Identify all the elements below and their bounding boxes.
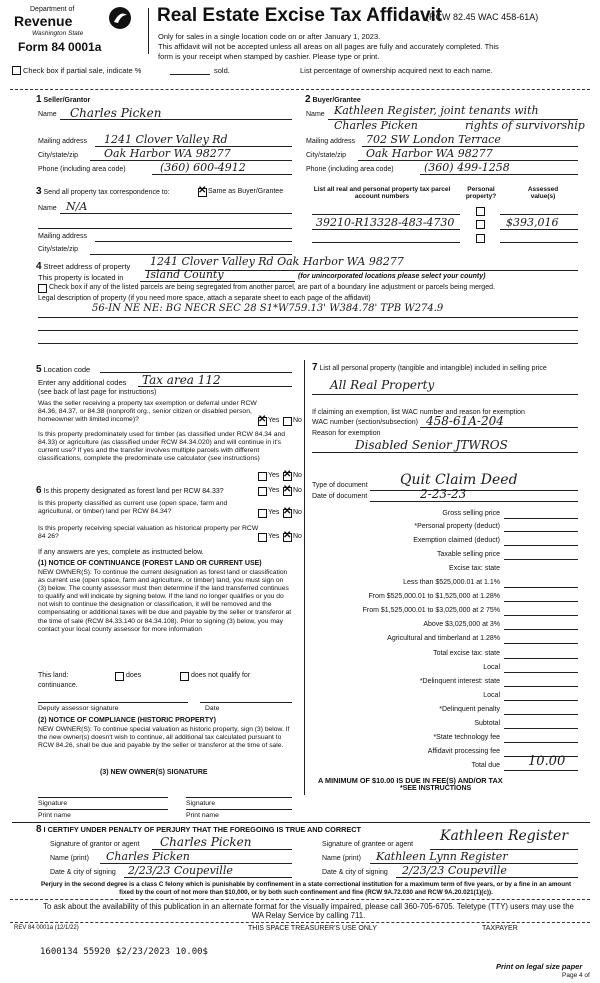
- doc-type-value[interactable]: Quit Claim Deed: [400, 472, 518, 488]
- tax-line: Subtotal: [474, 720, 500, 727]
- grantor-sig-label: Signature of grantor or agent: [50, 841, 140, 848]
- owner-signature-label-2: Signature: [186, 800, 216, 807]
- does-not-qualify-checkbox[interactable]: [180, 672, 189, 681]
- reason-label: Reason for exemption: [312, 430, 381, 437]
- reason-value[interactable]: Disabled Senior JTWROS: [355, 438, 508, 452]
- continuance-title: (1) NOTICE OF CONTINUANCE (FOREST LAND OR CURRENT USE): [38, 560, 262, 567]
- grantor-date-label: Date & city of signing: [50, 869, 116, 876]
- buyer-phone-label: Phone (including area code): [306, 166, 394, 173]
- seller-city-value[interactable]: Oak Harbor WA 98277: [104, 147, 231, 160]
- tax-line: Agricultural and timberland at 1.28%: [387, 635, 500, 642]
- dept-line1: Department of: [30, 6, 75, 13]
- parcel-col-header: List all real and personal property tax parcel account numbers: [313, 186, 451, 200]
- see-instructions-note: *SEE INSTRUCTIONS: [400, 785, 472, 792]
- tax-line: Excise tax: state: [449, 565, 500, 572]
- deputy-date-label: Date: [205, 705, 220, 712]
- treasurer-use: THIS SPACE TREASURER'S USE ONLY: [248, 925, 377, 932]
- sec3-name-label: Name: [38, 205, 57, 212]
- continuance-label: continuance.: [38, 682, 78, 689]
- receipt-stamp: 1600134 55920 $2/23/2023 10.00$: [40, 947, 208, 957]
- buyer-name-label: Name: [306, 111, 325, 118]
- buyer-mailing-label: Mailing address: [306, 138, 356, 145]
- forest-no-checkbox[interactable]: [283, 487, 292, 496]
- legal-label: Legal description of property (if you need more space, attach a separate sheet to each page of the affidavit): [38, 295, 371, 302]
- notice-3: form is your receipt when stamped by cashier. Please type or print.: [158, 52, 380, 61]
- sec3-city-label: City/state/zip: [38, 246, 79, 253]
- seller-heading: 1 Seller/Grantor: [36, 94, 91, 105]
- grantee-name-label: Name (print): [322, 855, 361, 862]
- historic-yes-checkbox[interactable]: [258, 533, 267, 542]
- taxpayer-label: TAXPAYER: [482, 925, 518, 932]
- doc-date-label: Date of document: [312, 493, 368, 500]
- this-land-label: This land:: [38, 672, 69, 679]
- current-use-yes-label: Yes: [268, 509, 280, 516]
- segregated-label: Check box if any of the listed parcels are being segregated from another parcel, are part of a boundary line adjustment or parcels being merged.: [49, 284, 495, 291]
- same-as-buyer-label: Same as Buyer/Grantee: [208, 188, 284, 195]
- exemption-yes-label: Yes: [268, 417, 280, 424]
- timber-no-label: No: [293, 472, 302, 479]
- historic-question: Is this property receiving special valuation as historical property per RCW 84 26?: [38, 525, 259, 540]
- forest-yes-label: Yes: [268, 487, 280, 494]
- buyer-city-label: City/state/zip: [306, 152, 347, 159]
- exemption-yes-checkbox[interactable]: [258, 417, 267, 426]
- timber-yes-checkbox[interactable]: [258, 472, 267, 481]
- timber-yes-label: Yes: [268, 472, 280, 479]
- list-pct-label: List percentage of ownership acquired next to each name.: [300, 66, 493, 75]
- tax-line: From $1,525,000.01 to $3,025,000 at 2 75%: [362, 607, 500, 614]
- tax-line: Taxable selling price: [436, 551, 500, 558]
- form-rcw: (RCW 82.45 WAC 458-61A): [426, 12, 539, 22]
- does-label: does: [126, 672, 142, 679]
- owner-signature-label-1: Signature: [38, 800, 68, 807]
- tax-line: *Delinquent penalty: [439, 706, 500, 713]
- personal-property-value[interactable]: All Real Property: [330, 378, 435, 392]
- assessed-value[interactable]: $393,016: [506, 216, 559, 229]
- sec3-send-label: 3 Send all property tax correspondence to:: [36, 186, 170, 197]
- addl-codes-value[interactable]: Tax area 112: [142, 373, 221, 387]
- deputy-sig-label: Deputy assessor signature: [38, 705, 119, 712]
- parcel-number[interactable]: 39210-R13328-483-4730: [316, 216, 455, 229]
- addl-codes-label: Enter any additional codes: [38, 378, 127, 387]
- forest-no-label: No: [293, 487, 302, 494]
- sold-label: sold.: [214, 66, 230, 75]
- current-use-yes-checkbox[interactable]: [258, 509, 267, 518]
- forest-yes-checkbox[interactable]: [258, 487, 267, 496]
- sec3-mailing-label: Mailing address: [38, 233, 88, 240]
- dept-line2: Revenue: [14, 13, 73, 29]
- does-qualify-checkbox[interactable]: [115, 672, 124, 681]
- tax-line: Local: [483, 664, 500, 671]
- certify-statement: 8 I CERTIFY UNDER PENALTY OF PERJURY THAT THE FOREGOING IS TRUE AND CORRECT: [36, 824, 361, 835]
- personal-property-label: 7 List all personal property (tangible and intangible) included in selling price: [312, 362, 547, 373]
- buyer-name-value[interactable]: Kathleen Register, joint tenants with: [334, 104, 539, 117]
- personal-property-checkbox-1[interactable]: [476, 207, 485, 216]
- tax-line: Local: [483, 692, 500, 699]
- tax-line: Total excise tax: state: [433, 650, 500, 657]
- grantee-date-city[interactable]: 2/23/23 Coupeville: [402, 864, 507, 877]
- exemption-no-label: No: [293, 417, 302, 424]
- grantor-date-city[interactable]: 2/23/23 Coupeville: [128, 864, 233, 877]
- tax-line: From $525,000.01 to $1,525,000 at 1.28%: [368, 593, 500, 600]
- wac-value[interactable]: 458-61A-204: [426, 414, 504, 428]
- tax-line: Total due: [471, 762, 500, 769]
- buyer-phone-value[interactable]: (360) 499-1258: [424, 161, 510, 174]
- partial-sale-checkbox[interactable]: [12, 66, 21, 75]
- does-not-label: does not qualify for: [191, 672, 251, 679]
- notice-2: This affidavit will not be accepted unless all areas on all pages are fully and accurately completed. This: [158, 42, 499, 51]
- current-use-question: Is this property classified as current use (open space, farm and agricultural, or timber) land per RCW 84.34?: [38, 500, 228, 515]
- buyer-name-value-2[interactable]: Charles Picken: [334, 119, 418, 132]
- owner-print-label-2: Print name: [186, 812, 219, 819]
- historic-yes-label: Yes: [268, 533, 280, 540]
- doc-date-value[interactable]: 2-23-23: [420, 487, 467, 501]
- tax-line: Less than $525,000.01 at 1.1%: [403, 579, 500, 586]
- buyer-mailing-value[interactable]: 702 SW London Terrace: [366, 133, 501, 146]
- print-legal-note: Print on legal size paper: [496, 962, 583, 971]
- tax-line: *State technology fee: [433, 734, 500, 741]
- seller-phone-label: Phone (including area code): [38, 166, 126, 173]
- street-value[interactable]: 1241 Clover Valley Rd Oak Harbor WA 98277: [150, 255, 404, 268]
- tax-line: *Delinquent interest: state: [419, 678, 500, 685]
- grantee-signature[interactable]: Kathleen Register: [440, 828, 569, 844]
- tax-line: Affidavit processing fee: [427, 748, 500, 755]
- buyer-city-value[interactable]: Oak Harbor WA 98277: [366, 147, 493, 160]
- seller-name-value[interactable]: Charles Picken: [70, 106, 162, 120]
- grantor-signature[interactable]: Charles Picken: [160, 835, 252, 849]
- form-title: Real Estate Excise Tax Affidavit: [157, 5, 443, 26]
- grantor-name-label: Name (print): [50, 855, 89, 862]
- partial-sale-label: Check box if partial sale, indicate %: [23, 66, 142, 75]
- seller-mailing-label: Mailing address: [38, 138, 88, 145]
- seller-name-label: Name: [38, 111, 57, 118]
- historic-no-label: No: [293, 533, 302, 540]
- exemption-no-checkbox[interactable]: [283, 417, 292, 426]
- located-note: (for unincorporated locations please select your county): [298, 273, 486, 280]
- grantee-date-label: Date & city of signing: [322, 869, 388, 876]
- timber-question: Is this property predominately used for timber (as classified under RCW 84.34 and 84.33) or agriculture (as classified under RCW 84.34.020) and will continue in it's current use? If yes and the transfer involves multiple parcels with different classifications, complete the predominate use calculator (see instructions): [38, 431, 286, 462]
- exemption-intro: If claiming an exemption, list WAC number and reason for exemption: [312, 409, 525, 416]
- current-use-no-checkbox[interactable]: [283, 509, 292, 518]
- sec3-name-value[interactable]: N/A: [66, 200, 88, 213]
- tax-line: Gross selling price: [442, 510, 500, 517]
- segregated-checkbox[interactable]: [38, 284, 47, 293]
- timber-no-checkbox[interactable]: [283, 472, 292, 481]
- personal-col-header: Personal property?: [465, 186, 497, 200]
- seller-city-label: City/state/zip: [38, 152, 79, 159]
- located-label: This property is located in: [38, 273, 124, 282]
- wac-label: WAC number (section/subsection): [312, 419, 418, 426]
- exemption-question: Was the seller receiving a property tax exemption or deferral under RCW 84.36, 84.37, or 84.38 (nonprofit org., senior citizen or disabled person, homeowner with limited income)?: [38, 400, 257, 423]
- grantor-name-print[interactable]: Charles Picken: [106, 850, 190, 863]
- notice-1: Only for sales in a single location code on or after January 1, 2023.: [158, 32, 381, 41]
- owner-print-label-1: Print name: [38, 812, 71, 819]
- compliance-title: (2) NOTICE OF COMPLIANCE (HISTORIC PROPERTY): [38, 717, 216, 724]
- historic-no-checkbox[interactable]: [283, 533, 292, 542]
- continuance-text: NEW OWNER(S): To continue the current designation as forest land or classification as current use (open space, farm and agriculture, or timber) land, you must sign on (3) below. The county assessor must then determine if the land transferred continues to qualify and will indicate by signing below. If the land no longer qualifies or you do not wish to continue the designation or classification, it will be removed and the compensating or additional taxes will be due and payable by the seller or transferor at the time of sale (RCW 84.33.140 or 84.34.108). Prior to signing (3) below, you may contact your local county assessor for more information: [38, 569, 292, 633]
- compliance-text: NEW OWNER(S): To continue special valuation as historic property, sign (3) below. If the new owner(s) doesn't wish to continue, all additional tax calculated pursuant to RCW 84.26, shall be due and payable by the seller or transferor at the time of sale.: [38, 726, 290, 750]
- forest-question: 6 Is this property designated as forest land per RCW 84.33?: [36, 485, 224, 496]
- grantee-sig-label: Signature of grantee or agent: [322, 841, 414, 848]
- doc-type-label: Type of document: [312, 482, 368, 489]
- new-owner-sig-title: (3) NEW OWNER(S) SIGNATURE: [100, 769, 208, 776]
- personal-property-checkbox-2[interactable]: [476, 220, 485, 229]
- tax-line: Exemption claimed (deduct): [413, 537, 500, 544]
- buyer-heading: 2 Buyer/Grantee: [305, 94, 361, 105]
- current-use-no-label: No: [293, 509, 302, 516]
- grantee-name-print[interactable]: Kathleen Lynn Register: [376, 850, 508, 863]
- form-number: Form 84 0001a: [18, 40, 102, 54]
- if-yes-note: If any answers are yes, complete as instructed below.: [38, 549, 204, 556]
- location-code-label: 5 Location code: [36, 364, 91, 375]
- legal-value[interactable]: 56-IN NE NE: BG NECR SEC 28 S1*W759.13' W384.78' TPB W274.9: [92, 303, 444, 314]
- tax-line: *Personal property (deduct): [414, 523, 500, 530]
- seller-mailing-value[interactable]: 1241 Clover Valley Rd: [104, 133, 228, 146]
- total-due-value[interactable]: 10.00: [528, 754, 566, 769]
- street-label: 4 Street address of property: [36, 261, 131, 272]
- buyer-name-value-3[interactable]: rights of survivorship: [465, 119, 585, 132]
- dor-logo-icon: [108, 6, 132, 30]
- personal-property-checkbox-3[interactable]: [476, 234, 485, 243]
- availability-notice: To ask about the availability of this publication in an alternate format for the visually impaired, please call 360-705-6705. Teletype (TTY) users may use the WA Relay Service by calling 711.: [43, 902, 574, 920]
- seller-phone-value[interactable]: (360) 600-4912: [160, 161, 246, 174]
- minimum-fee-note: A MINIMUM OF $10.00 IS DUE IN FEE(S) AND/OR TAX: [318, 776, 503, 785]
- located-value[interactable]: Island County: [146, 268, 224, 281]
- perjury-notice: Perjury in the second degree is a class C felony which is punishable by confinement in a state correctional institution for a maximum term of five years, or by a fine in an amount fixed by the court of not more than $10,000, or by both such confinement and fine (RCW 9A.72.030 and RCW 9A.20.021(1)(c)).: [40, 881, 572, 896]
- rev-number: REV 84 0001a (12/1/22): [14, 925, 79, 931]
- dept-line3: Washington State: [32, 30, 84, 37]
- see-back-label: (see back of last page for instructions): [38, 389, 157, 396]
- page-number: Page 4 of: [562, 972, 590, 979]
- same-as-buyer-checkbox[interactable]: [198, 188, 207, 197]
- tax-line: Above $3,025,000 at 3%: [423, 621, 500, 628]
- assessed-col-header: Assessed value(s): [527, 186, 559, 200]
